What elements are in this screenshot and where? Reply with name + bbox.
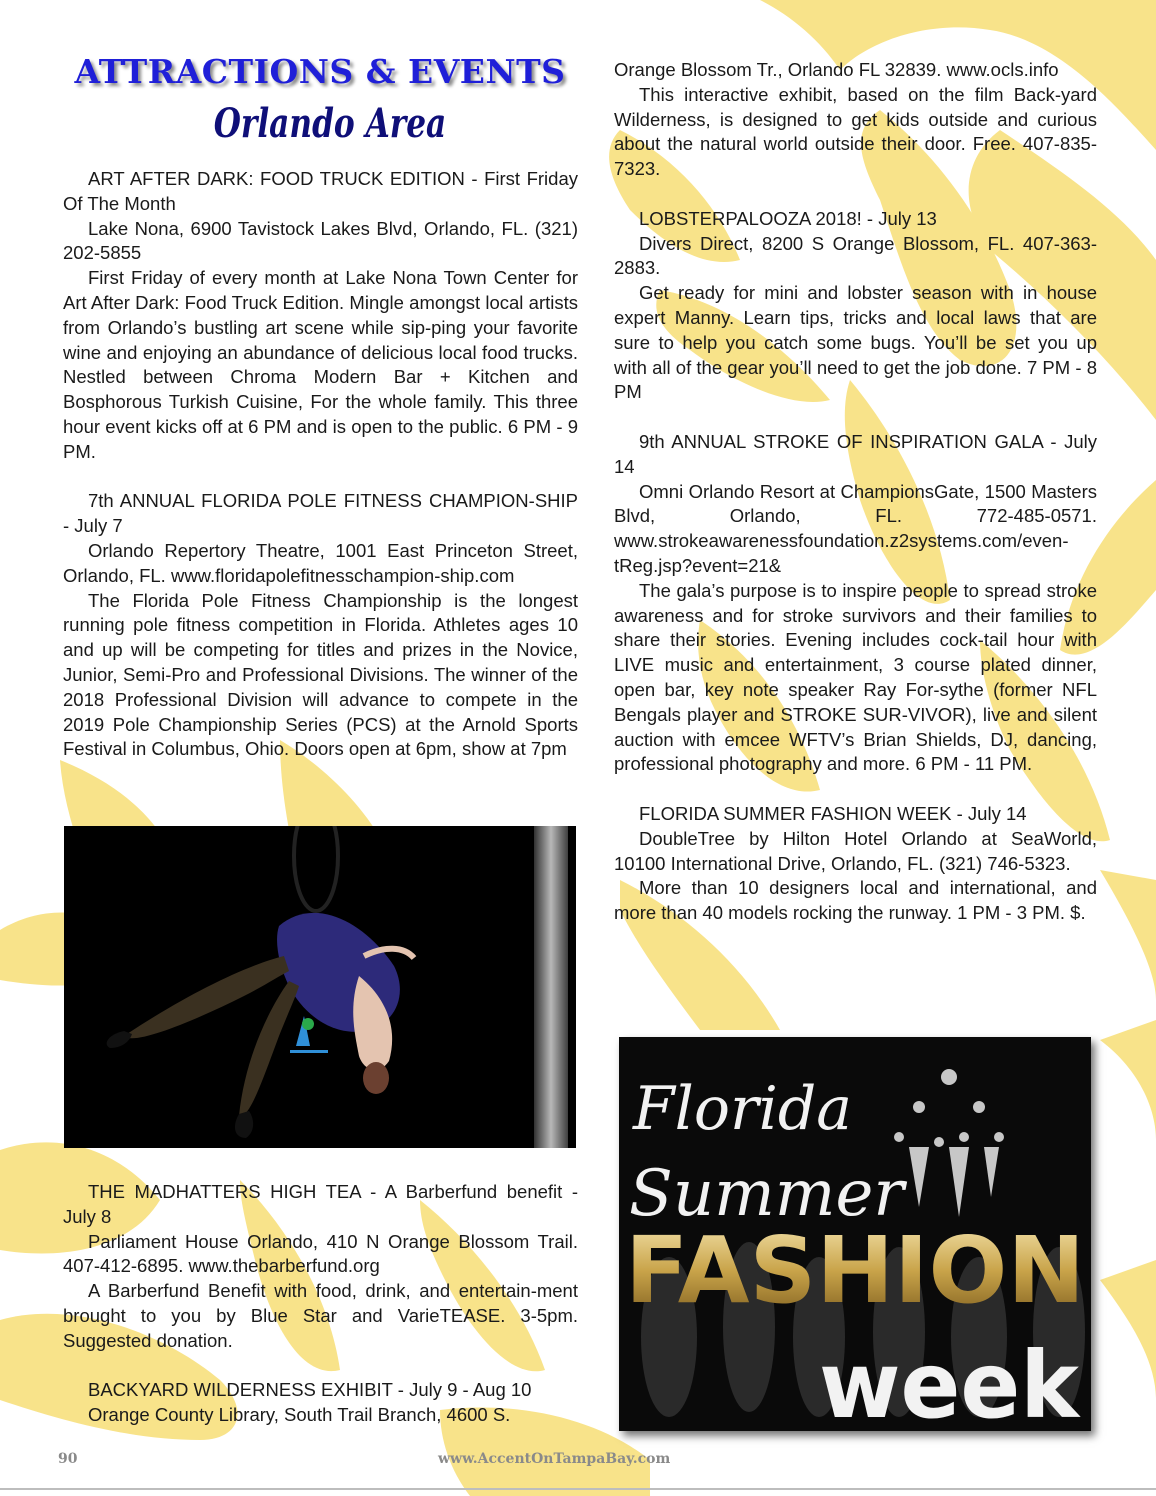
event-title: 7th ANNUAL FLORIDA POLE FITNESS CHAMPION-SHIP - July 7 bbox=[63, 490, 578, 537]
pole-performer-photo bbox=[64, 826, 576, 1148]
poster-word-week: week bbox=[819, 1332, 1081, 1431]
event-stroke-gala bbox=[614, 430, 1097, 777]
event-title: ART AFTER DARK: FOOD TRUCK EDITION - First Friday Of The Month bbox=[63, 168, 578, 214]
event-location: Orlando Repertory Theatre, 1001 East Princeton Street, Orlando, FL. www.floridapolefitnesschampion-ship.com bbox=[63, 539, 578, 586]
event-location: DoubleTree by Hilton Hotel Orlando at SeaWorld, 10100 International Drive, Orlando, FL. (321) 746-5323. bbox=[614, 827, 1097, 874]
footer-divider bbox=[0, 1488, 1156, 1490]
page-number: 90 bbox=[58, 1451, 78, 1467]
event-location: Omni Orlando Resort at ChampionsGate, 1500 Masters Blvd, Orlando, FL. 772-485-0571. www.strokeawarenessfoundation.z2systems.com/even-tReg.jsp?event=21& bbox=[614, 480, 1097, 576]
event-lobsterpalooza bbox=[614, 207, 1097, 405]
event-description: The Florida Pole Fitness Championship is the longest running pole fitness competition in Florida. Athletes ages 10 and up will be competing for titles and prizes in the Novice, Junior, Semi-Pro and Professional Divisions. The winner of the 2018 Professional Division will advance to compete in the 2019 Pole Championship Series (PCS) at the Arnold Sports Festival in Columbus, Ohio. Doors open at 6pm, show at 7pm bbox=[63, 589, 578, 760]
event-description: A Barberfund Benefit with food, drink, and entertain-ment brought to you by Blue Star and VarieTEASE. 3-5pm. Suggested donation. bbox=[63, 1280, 578, 1351]
fashion-week-poster bbox=[619, 1037, 1091, 1431]
event-fashion-week bbox=[614, 802, 1097, 926]
page-title: ATTRACTIONS & EVENTS bbox=[74, 52, 566, 91]
event-location: Lake Nona, 6900 Tavistock Lakes Blvd, Orlando, FL. (321) 202-5855 bbox=[63, 217, 578, 264]
event-title: LOBSTERPALOOZA 2018! - July 13 bbox=[639, 207, 937, 229]
event-description: Get ready for mini and lobster season with in house expert Manny. Learn tips, tricks and local laws that are sure to help you catch some bugs. You’ll be set you up with all of the gear you’ll need to get the job done. 7 PM - 8 PM bbox=[614, 282, 1097, 403]
poster-word-fashion: FASHION bbox=[625, 1217, 1085, 1324]
event-location: Divers Direct, 8200 S Orange Blossom, FL. 407-363-2883. bbox=[614, 232, 1097, 279]
event-description: The gala’s purpose is to inspire people to spread stroke awareness and for stroke survivors and their families to share their stories. Evening includes cock-tail hour with LIVE music and entertainment, 3 course plated dinner, open bar, key note speaker Ray For-sythe (former NFL Bengals player and STROKE SUR-VIVOR), live and silent auction with emcee WFTV’s Brian Shields, DJ, dancing, professional photography and more. 6 PM - 11 PM. bbox=[614, 579, 1097, 775]
event-title: 9th ANNUAL STROKE OF INSPIRATION GALA - July 14 bbox=[614, 430, 1097, 477]
event-description: First Friday of every month at Lake Nona Town Center for Art After Dark: Food Truck Edition. Mingle amongst local artists from Orlando’s bustling art scene while sip-ping your favorite wine and enjoying an abundance of delicious local food trucks. Nestled between Chroma Modern Bar + Kitchen and Bosphorous Turkish Cuisine, For the whole family. This three hour event kicks off at 6 PM and is open to the public. 6 PM - 9 PM. bbox=[63, 267, 578, 462]
event-backyard-wilderness bbox=[63, 1378, 578, 1428]
event-pole-fitness bbox=[63, 489, 578, 762]
page-subtitle: Orlando Area bbox=[213, 100, 447, 147]
poster-word-summer: Summer bbox=[629, 1157, 904, 1231]
event-title: THE MADHATTERS HIGH TEA - A Barberfund benefit - July 8 bbox=[63, 1181, 578, 1227]
right-column bbox=[614, 58, 1097, 926]
poster-word-florida: Florida bbox=[633, 1074, 852, 1144]
event-location: Orange County Library, South Trail Branch, 4600 S. bbox=[88, 1404, 511, 1426]
event-title: FLORIDA SUMMER FASHION WEEK - July 14 bbox=[639, 802, 1027, 824]
event-description: This interactive exhibit, based on the film Back-yard Wilderness, is designed to get kids outside and curious about the natural world outside their door. Free. 407-835-7323. bbox=[614, 83, 1097, 180]
footer-website[interactable]: www.AccentOnTampaBay.com bbox=[438, 1451, 671, 1467]
event-location-continued: Orange Blossom Tr., Orlando FL 32839. www.ocls.info bbox=[614, 59, 1059, 80]
event-description: More than 10 designers local and international, and more than 40 models rocking the runway. 1 PM - 3 PM. $. bbox=[614, 877, 1097, 924]
event-backyard-wilderness-continued bbox=[614, 58, 1097, 182]
event-madhatters bbox=[63, 1180, 578, 1354]
left-column-lower bbox=[63, 1180, 578, 1428]
event-title: BACKYARD WILDERNESS EXHIBIT - July 9 - Aug 10 bbox=[88, 1379, 532, 1401]
left-column-upper bbox=[63, 167, 578, 762]
event-art-after-dark bbox=[63, 167, 578, 465]
event-location: Parliament House Orlando, 410 N Orange Blossom Trail. 407-412-6895. www.thebarberfund.org bbox=[63, 1230, 578, 1277]
